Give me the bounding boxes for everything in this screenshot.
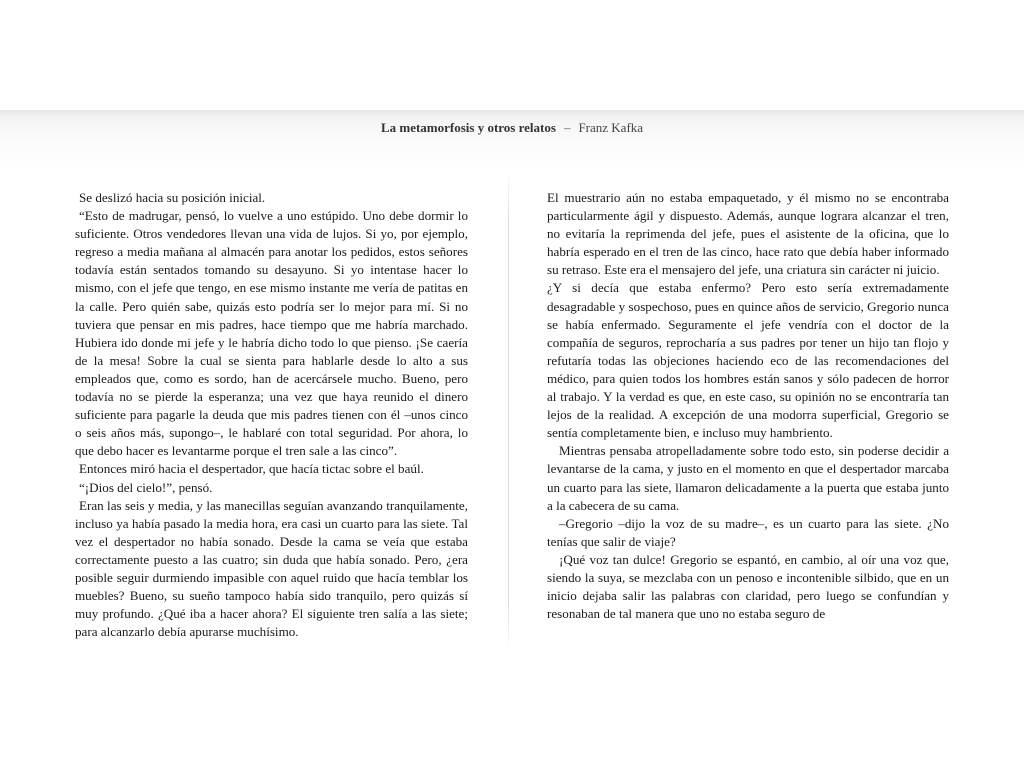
paragraph: Se deslizó hacia su posición inicial.	[79, 190, 266, 205]
paragraph: Mientras pensaba atropelladamente sobre todo esto, sin poderse decidir a levantarse de la cama, y justo en el momento en que el despertador marcaba un cuarto para las siete, llamaron delicadamente a la puerta que estaba junto a la cabecera de su cama.	[547, 443, 949, 513]
ebook-reader	[0, 110, 1024, 768]
book-author: Franz Kafka	[578, 120, 644, 135]
paragraph: ¿Y si decía que estaba enfermo? Pero esto sería extremadamente desagradable y sospechoso, pues en quince años de servicio, Gregorio nunca se había enfermado. Seguramente el jefe vendría con el doctor de la compañía de seguros, reprocharía a sus padres por tener un hijo tan flojo y refutaría todas las objeciones haciendo eco de las recomendaciones del médico, para quien todos los hombres están sanos y sólo padecen de horror al trabajo. Y la verdad es que, en este caso, su opinión no se encontraría tan lejos de la realidad. A excepción de una modorra superficial, Gregorio se sentía completamente bien, e incluso muy hambriento.	[547, 280, 949, 441]
page-divider	[508, 170, 509, 652]
top-blank-area	[0, 0, 1024, 110]
paragraph: “¡Dios del cielo!”, pensó.	[79, 479, 213, 495]
left-page	[75, 189, 468, 641]
paragraph: ¡Qué voz tan dulce! Gregorio se espantó, en cambio, al oír una voz que, siendo la suya, se mezclaba con un penoso e incontenible silbido, que en un inicio dejaba salir las palabras con claridad, pero luego se confundían y resonaban de tal manera que uno no estaba seguro de	[547, 551, 949, 622]
paragraph: Eran las seis y media, y las manecillas seguían avanzando tranquilamente, incluso ya había pasado la media hora, era casi un cuarto para las siete. Tal vez el despertador no había sonado. Desde la cama se veía que estaba correctamente puesto a las cuatro; sin duda que había sonado. Pero, ¿era posible seguir durmiendo impasible con aquel ruido que hacía temblar los muebles? Bueno, su sueño tampoco había sido tranquilo, pero quizás sí muy profundo. ¿Qué iba a hacer ahora? El siguiente tren salía a las siete; para alcanzarlo debía apurarse muchísimo.	[75, 497, 468, 640]
right-page	[547, 189, 949, 623]
book-header	[0, 120, 1024, 136]
book-title: La metamorfosis y otros relatos	[380, 120, 556, 135]
paragraph: –Gregorio –dijo la voz de su madre–, es un cuarto para las siete. ¿No tenías que salir de viaje?	[547, 515, 949, 549]
header-separator: –	[563, 120, 571, 135]
paragraph: El muestrario aún no estaba empaquetado, y él mismo no se encontraba particularmente ágil y dispuesto. Además, aunque lograra alcanzar el tren, no evitaría la reprimenda del jefe, pues el asistente de la oficina, que lo habría esperado en el tren de las cinco, hace rato que debía haber informado su retraso. Este era el mensajero del jefe, una criatura sin carácter ni juicio.	[547, 190, 949, 278]
paragraph: “Esto de madrugar, pensó, lo vuelve a uno estúpido. Uno debe dormir lo suficiente. Otros vendedores llevan una vida de lujos. Si yo, por ejemplo, regreso a media mañana al almacén para anotar los pedidos, estos señores todavía están sentados tomando su desayuno. Si yo intentase hacer lo mismo, con el jefe que tengo, en ese mismo instante me vería de patitas en la calle. Pero quién sabe, quizás esto podría ser lo mejor para mí. Si no tuviera que pensar en mis padres, hace tiempo que me habría marchado. Hubiera ido donde mi jefe y le habría dicho todo lo que pienso. ¡Se caería de la mesa! Sobre la cual se sienta para hablarle desde lo alto a sus empleados que, como es sordo, han de acercársele mucho. Bueno, pero todavía no se pierde la esperanza; una vez que haya reunido el dinero suficiente para pagarle la deuda que mis padres tienen con él –unos cinco o seis años más, supongo–, le hablaré con total seguridad. Por ahora, lo que debo hacer es levantarme porque el tren sale a las cinco”.	[75, 208, 468, 459]
paragraph: Entonces miró hacia el despertador, que hacía tictac sobre el baúl.	[79, 461, 424, 477]
